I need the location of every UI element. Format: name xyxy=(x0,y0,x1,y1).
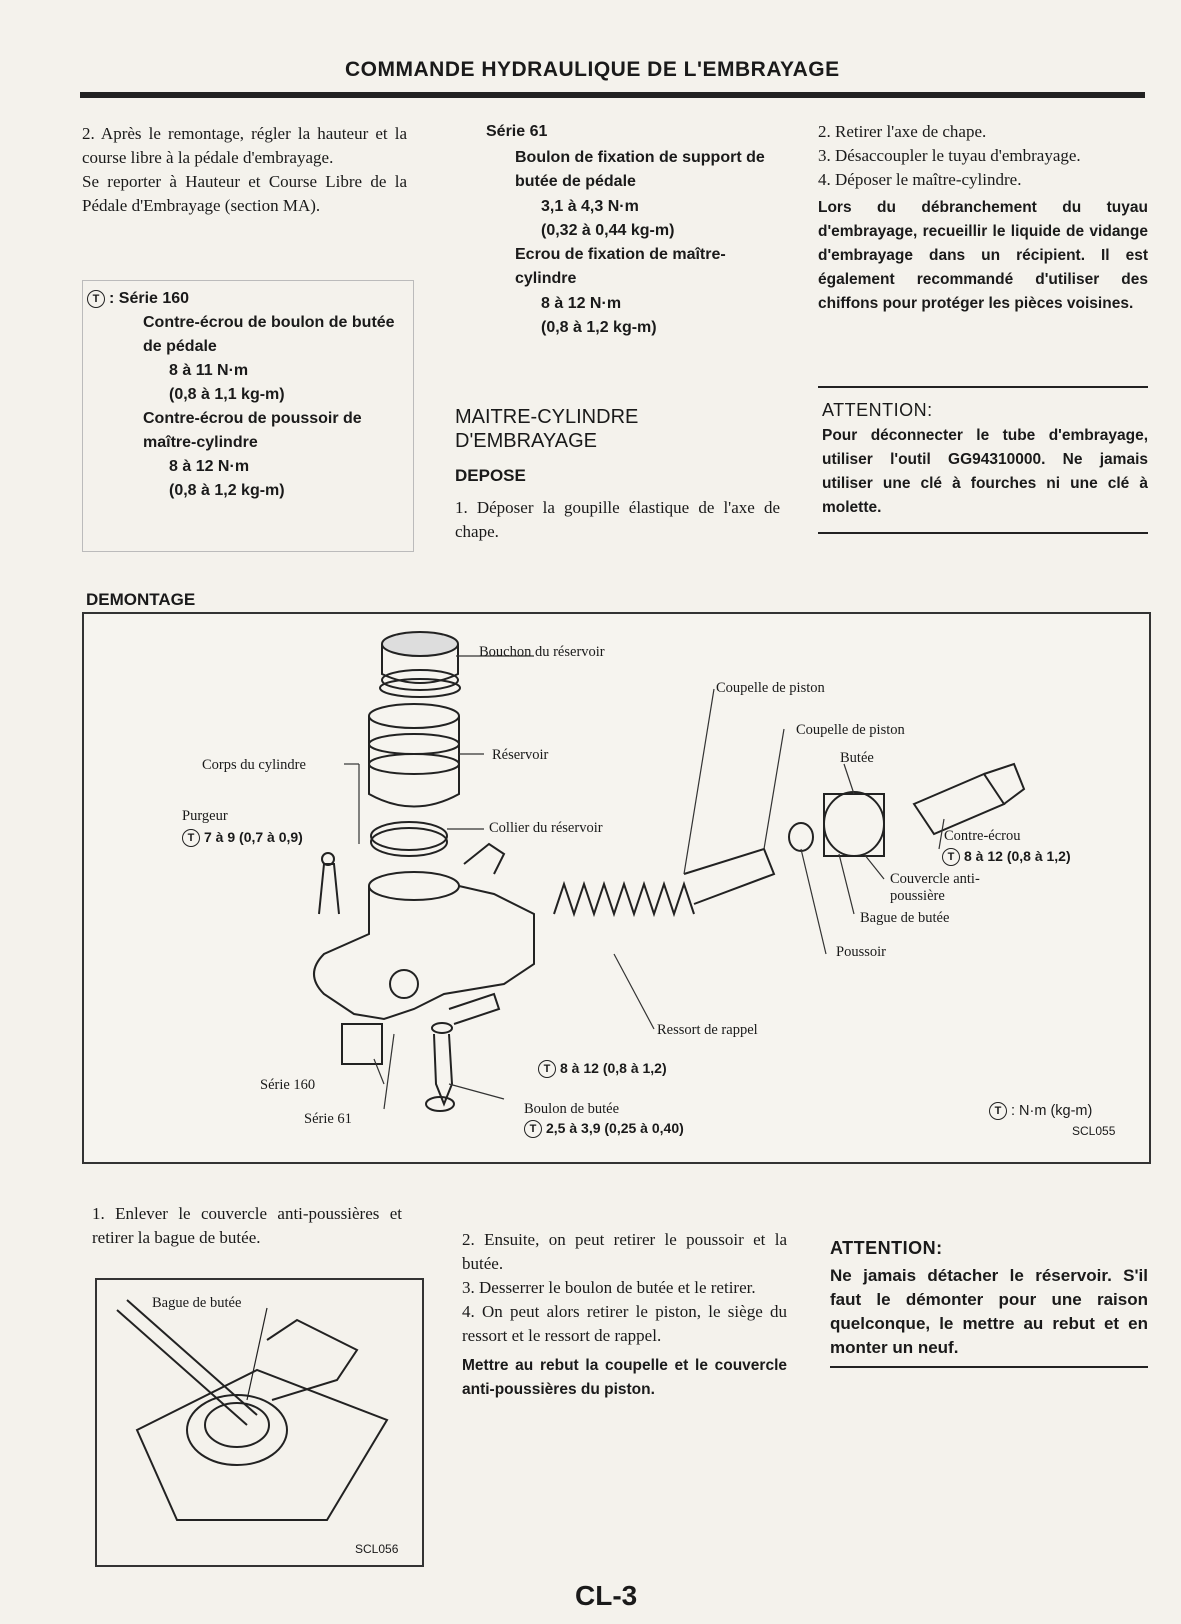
attention-text: Pour déconnecter le tube d'embrayage, utiliser l'outil GG94310000. Ne jamais utiliser une clé à fourches ni une clé à molette. xyxy=(822,427,1148,516)
label-boulon: Boulon de butée xyxy=(524,1101,620,1117)
col2-spec1-val2: (0,32 à 0,44 kg-m) xyxy=(541,222,675,239)
col3-step4: 4. Déposer le maître-cylindre. xyxy=(818,170,1022,189)
bottom-rule xyxy=(830,1366,1148,1368)
label-boulon-spec: T 2,5 à 3,9 (0,25 à 0,40) xyxy=(524,1120,684,1138)
label-unit: T : N·m (kg-m) xyxy=(989,1102,1092,1120)
spec1-name: Contre-écrou de boulon de butée de pédale xyxy=(143,314,395,355)
label-bague: Bague de butée xyxy=(860,910,950,926)
label-butee: Butée xyxy=(840,750,874,766)
spec-box-serie-160 xyxy=(82,280,414,552)
col2-spec1-name: Boulon de fixation de support de butée de pédale xyxy=(515,149,765,190)
torque-icon: T xyxy=(942,848,960,866)
label-corps: Corps du cylindre xyxy=(202,757,306,773)
step-2-text: 2. Après le remontage, régler la hauteur et la course libre à la pédale d'embrayage. xyxy=(82,124,407,167)
label-ressort: Ressort de rappel xyxy=(657,1022,758,1038)
label-serie-61: Série 61 xyxy=(304,1111,352,1127)
exploded-diagram xyxy=(82,612,1151,1164)
warning-text: Lors du débranchement du tuyau d'embrayage, recueillir le liquide de vidange d'embrayage dans un récipient. Il est également recommandé d'utiliser des chiffons pour protéger les pièces voisines. xyxy=(818,199,1148,312)
col3-step3: 3. Désaccoupler le tuyau d'embrayage. xyxy=(818,146,1081,165)
bottom-left-step: 1. Enlever le couvercle anti-poussières et retirer la bague de butée. xyxy=(92,1204,402,1247)
section-title-line1: MAITRE-CYLINDRE xyxy=(455,406,639,428)
page-title: COMMANDE HYDRAULIQUE DE L'EMBRAYAGE xyxy=(345,58,840,81)
att-rule-top xyxy=(818,386,1148,388)
mid-step2: 2. Ensuite, on peut retirer le poussoir et la butée. xyxy=(462,1230,787,1273)
diagram-code: SCL055 xyxy=(1072,1124,1116,1138)
bague-drawing xyxy=(97,1280,422,1565)
spec1-val1: 8 à 11 N·m xyxy=(169,362,249,379)
label-contre-spec: T 8 à 12 (0,8 à 1,2) xyxy=(942,848,1071,866)
label-coupelle-2: Coupelle de piston xyxy=(796,722,905,738)
col2-spec2-val2: (0,8 à 1,2 kg-m) xyxy=(541,319,657,336)
torque-icon: T xyxy=(989,1102,1007,1120)
col2-spec2-name: Ecrou de fixation de maître-cylindre xyxy=(515,246,726,287)
figure-scl056 xyxy=(95,1278,424,1567)
spec-head: T : Série 160 xyxy=(87,287,189,311)
label-contre-ecrou: Contre-écrou xyxy=(944,828,1021,844)
bottom-attention-text: Ne jamais détacher le réservoir. S'il faut le démonter pour une raison quelconque, le mettre au rebut et en monter un neuf. xyxy=(830,1266,1148,1357)
serie-61-label: Série 61 xyxy=(486,123,548,140)
page-number: CL-3 xyxy=(575,1580,638,1611)
col2-spec2-val1: 8 à 12 N·m xyxy=(541,295,622,312)
bottom-mid-steps xyxy=(462,1228,787,1402)
bottom-attention-title: ATTENTION: xyxy=(830,1238,943,1258)
attention-title: ATTENTION: xyxy=(822,400,933,420)
label-reservoir: Réservoir xyxy=(492,747,549,763)
mid-step4: 4. On peut alors retirer le piston, le siège du ressort et le ressort de rappel. xyxy=(462,1302,787,1345)
label-bouchon: Bouchon du réservoir xyxy=(479,644,605,660)
label-coupelle-1: Coupelle de piston xyxy=(716,680,825,696)
label-center-spec: T 8 à 12 (0,8 à 1,2) xyxy=(538,1060,667,1078)
spec2-name: Contre-écrou de poussoir de maître-cylindre xyxy=(143,410,362,451)
fig-label-bague: Bague de butée xyxy=(152,1295,242,1311)
label-couvercle: Couvercle anti-poussière xyxy=(890,871,980,904)
att-rule-bottom xyxy=(818,532,1148,534)
depose-step-1: 1. Déposer la goupille élastique de l'axe de chape. xyxy=(455,498,780,541)
torque-icon: T xyxy=(538,1060,556,1078)
mid-note: Mettre au rebut la coupelle et le couvercle anti-poussières du piston. xyxy=(462,1357,787,1398)
mid-step3: 3. Desserrer le boulon de butée et le retirer. xyxy=(462,1278,756,1297)
spec2-val1: 8 à 12 N·m xyxy=(169,458,250,475)
col3-text xyxy=(818,120,1148,316)
depose-heading: DEPOSE xyxy=(455,466,526,485)
fig-code: SCL056 xyxy=(355,1542,399,1556)
spec2-val2: (0,8 à 1,2 kg-m) xyxy=(169,482,285,499)
torque-icon: T xyxy=(524,1120,542,1138)
label-purgeur: Purgeur xyxy=(182,808,228,824)
col1-text xyxy=(82,122,407,218)
torque-icon: T xyxy=(182,829,200,847)
label-collier: Collier du réservoir xyxy=(489,820,603,836)
header-rule xyxy=(80,92,1145,98)
label-purgeur-spec: T 7 à 9 (0,7 à 0,9) xyxy=(182,829,303,847)
col2-spec1-val1: 3,1 à 4,3 N·m xyxy=(541,198,639,215)
label-poussoir: Poussoir xyxy=(836,944,886,960)
section-title-line2: D'EMBRAYAGE xyxy=(455,430,597,452)
label-serie-160: Série 160 xyxy=(260,1077,316,1093)
spec1-val2: (0,8 à 1,1 kg-m) xyxy=(169,386,285,403)
demontage-heading: DEMONTAGE xyxy=(86,590,196,609)
torque-icon: T xyxy=(87,290,105,308)
step-2b-text: Se reporter à Hauteur et Course Libre de la Pédale d'Embrayage (section MA). xyxy=(82,172,407,215)
col3-step2: 2. Retirer l'axe de chape. xyxy=(818,122,987,141)
